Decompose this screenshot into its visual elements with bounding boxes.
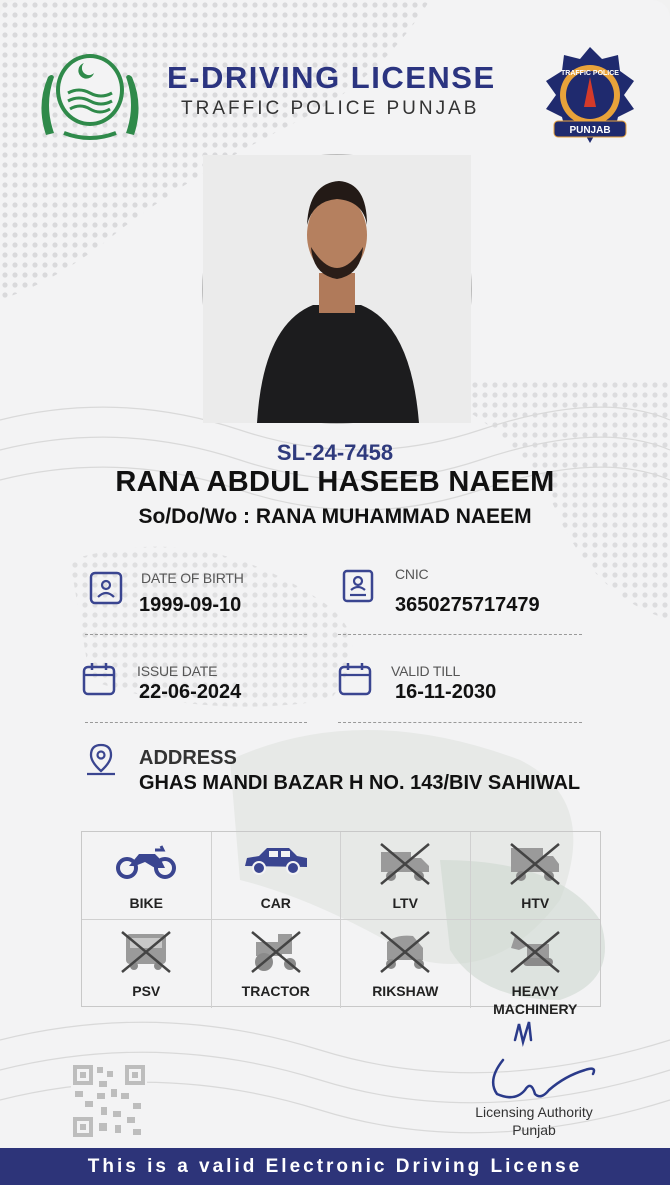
divider (85, 634, 307, 635)
valid-till-value: 16-11-2030 (395, 681, 497, 703)
divider (338, 722, 582, 723)
category-label: HTV (521, 895, 550, 911)
truck-icon (507, 840, 563, 888)
id-card-icon (89, 571, 123, 605)
category-rikshaw (341, 920, 471, 1008)
category-label: RIKSHAW (372, 983, 439, 999)
category-label: PSV (132, 983, 161, 999)
divider (338, 634, 582, 635)
category-car (212, 832, 342, 920)
license-categories (81, 831, 601, 1017)
validity-footer: This is a valid Electronic Driving License (0, 1148, 670, 1185)
category-label: CAR (260, 895, 291, 911)
authority-line1: Licensing Authority (475, 1104, 593, 1120)
location-pin-icon (84, 742, 118, 776)
card-subtitle: TRAFFIC POLICE PUNJAB (181, 98, 480, 119)
category-label: BIKE (129, 895, 163, 911)
car-icon (241, 840, 311, 880)
calendar-icon (82, 662, 116, 696)
traffic-police-punjab-badge-icon (544, 45, 636, 145)
tractor-icon (248, 928, 304, 976)
category-htv (471, 832, 601, 920)
category-label: LTV (392, 895, 418, 911)
address-label: ADDRESS (139, 747, 237, 769)
bus-icon (118, 928, 174, 976)
id-badge-icon (341, 569, 375, 603)
category-label: HEAVY MACHINERY (493, 983, 578, 1017)
calendar-icon (338, 662, 372, 696)
cnic-value: 3650275717479 (395, 594, 540, 616)
badge-ribbon-text: PUNJAB (569, 125, 611, 136)
issue-date-label: ISSUE DATE (137, 663, 218, 679)
issue-date-value: 22-06-2024 (139, 681, 242, 703)
valid-till-label: VALID TILL (391, 663, 461, 679)
dob-label: DATE OF BIRTH (141, 570, 244, 586)
truck-icon (377, 840, 433, 888)
card-title: E-DRIVING LICENSE (167, 60, 496, 95)
category-psv (82, 920, 212, 1008)
qr-code (71, 1063, 147, 1139)
category-heavy-machinery (471, 920, 601, 1017)
person-portrait-image (203, 155, 471, 423)
rickshaw-icon (377, 928, 433, 976)
licensing-authority (459, 1103, 609, 1139)
punjab-government-emblem-icon (34, 45, 146, 145)
machinery-icon (507, 928, 563, 976)
holder-photo (202, 154, 472, 424)
parent-name: So/Do/Wo : RANA MUHAMMAD NAEEM (138, 505, 532, 528)
motorcycle-icon (115, 840, 177, 880)
signature-image (485, 1020, 605, 1100)
address-value: GHAS MANDI BAZAR H NO. 143/BIV SAHIWAL (139, 772, 581, 794)
category-ltv (341, 832, 471, 920)
authority-line2: Punjab (512, 1122, 556, 1138)
badge-arc-text: TRAFFIC POLICE (561, 70, 619, 77)
cnic-label: CNIC (395, 566, 429, 582)
holder-name: RANA ABDUL HASEEB NAEEM (115, 466, 555, 498)
category-bike (82, 832, 212, 920)
dob-value: 1999-09-10 (139, 594, 242, 616)
category-tractor (212, 920, 342, 1008)
category-label: TRACTOR (241, 983, 310, 999)
divider (85, 722, 307, 723)
serial-number: SL-24-7458 (276, 440, 394, 465)
